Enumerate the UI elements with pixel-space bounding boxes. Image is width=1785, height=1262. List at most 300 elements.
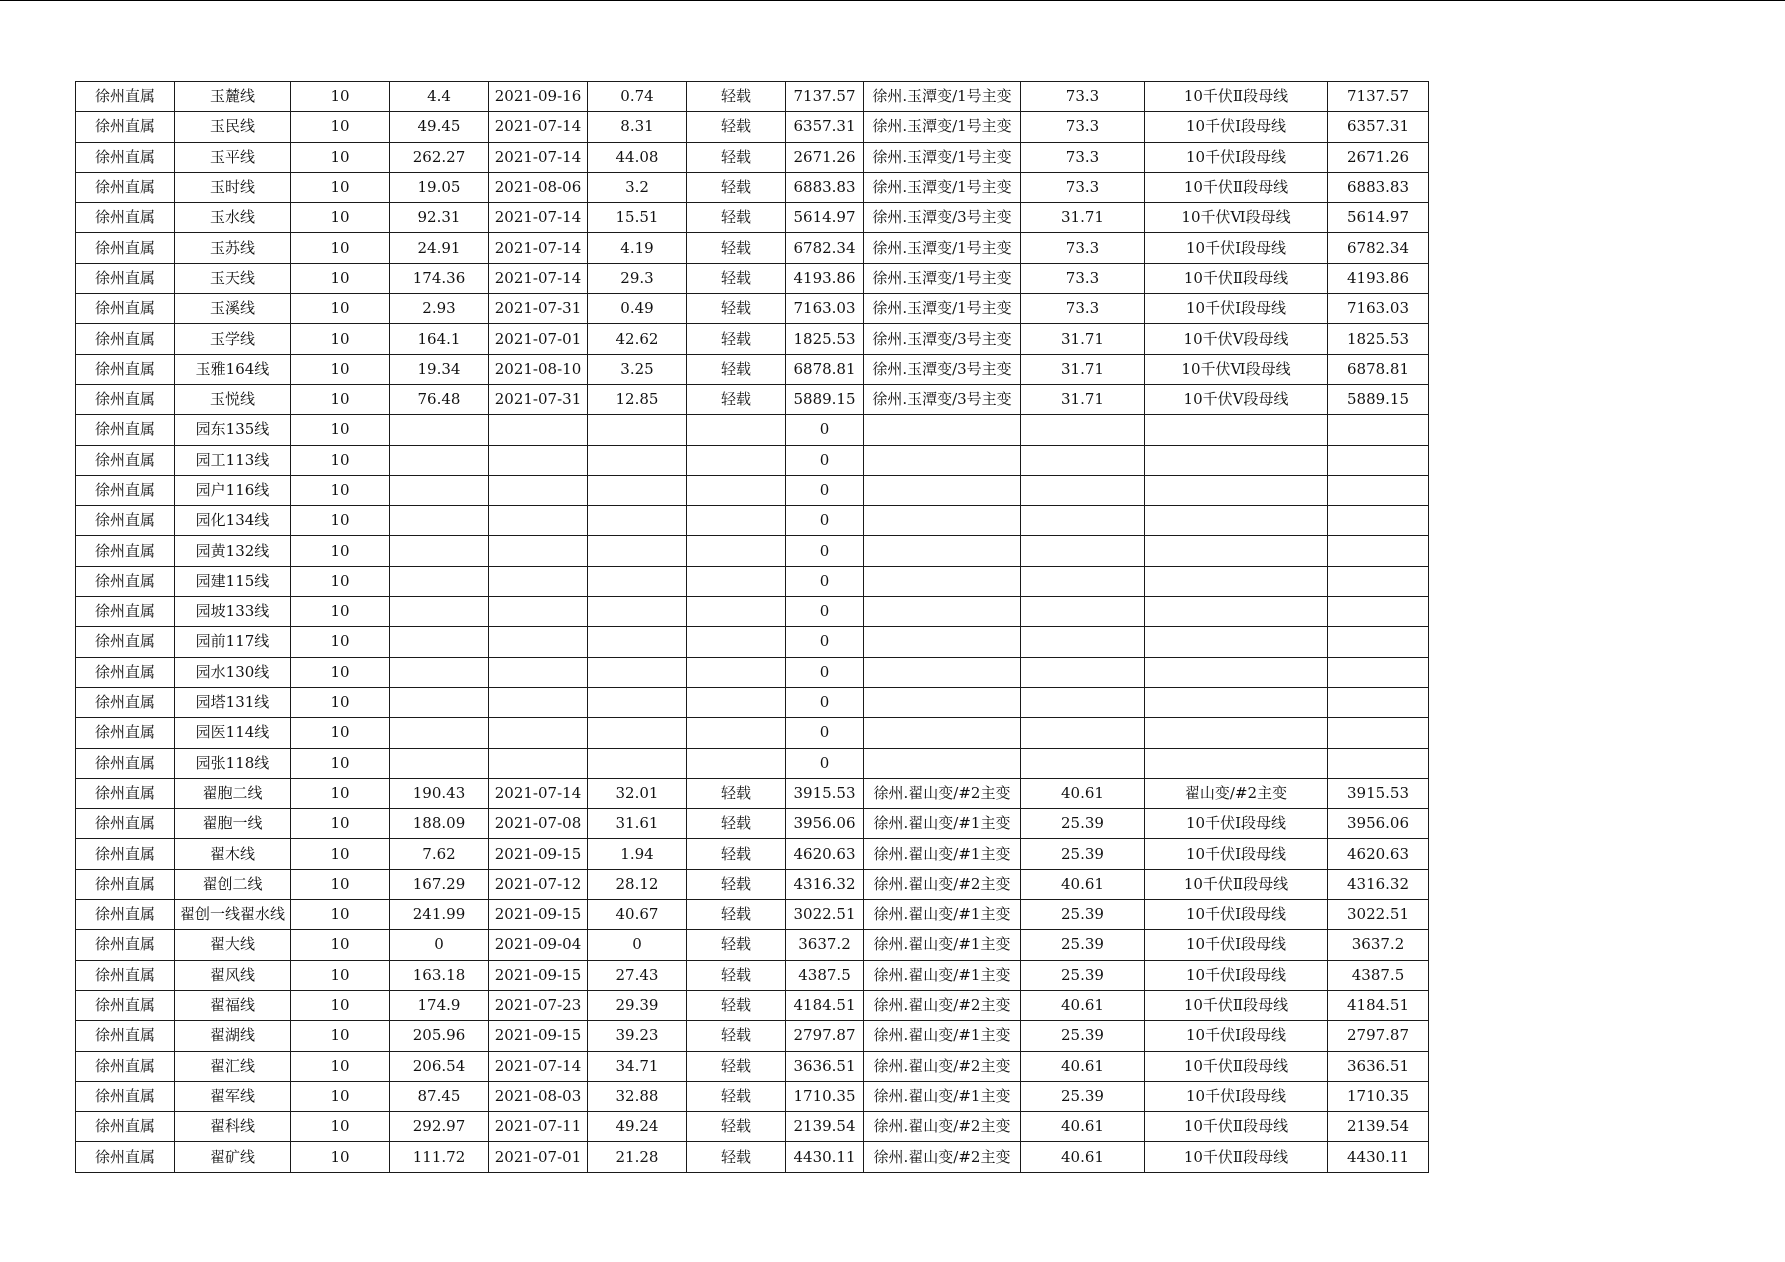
date-cell — [489, 597, 588, 627]
transformer-rate-cell: 31.71 — [1021, 384, 1145, 414]
busbar-cell: 10千伏Ⅰ段母线 — [1145, 809, 1328, 839]
transformer-rate-cell — [1021, 748, 1145, 778]
line-name-cell: 园东135线 — [175, 415, 291, 445]
load-status-cell: 轻载 — [687, 82, 786, 112]
load-rate-cell: 42.62 — [588, 324, 687, 354]
voltage-cell: 10 — [291, 233, 390, 263]
capacity-cell: 4387.5 — [786, 960, 864, 990]
transformer-cell: 徐州.玉潭变/1号主变 — [864, 82, 1021, 112]
busbar-cell: 10千伏Ⅱ段母线 — [1145, 1051, 1328, 1081]
date-cell: 2021-09-15 — [489, 960, 588, 990]
load-value-cell — [390, 657, 489, 687]
table-row — [76, 384, 1429, 414]
company-cell: 徐州直属 — [76, 900, 175, 930]
available-capacity-cell: 1710.35 — [1328, 1081, 1429, 1111]
available-capacity-cell — [1328, 687, 1429, 717]
load-status-cell: 轻载 — [687, 142, 786, 172]
busbar-cell — [1145, 718, 1328, 748]
load-rate-cell: 3.25 — [588, 354, 687, 384]
transformer-cell: 徐州.玉潭变/1号主变 — [864, 142, 1021, 172]
voltage-cell: 10 — [291, 1021, 390, 1051]
load-value-cell — [390, 506, 489, 536]
transformer-rate-cell: 25.39 — [1021, 809, 1145, 839]
transformer-rate-cell: 40.61 — [1021, 778, 1145, 808]
date-cell: 2021-09-15 — [489, 900, 588, 930]
load-value-cell: 111.72 — [390, 1142, 489, 1172]
busbar-cell: 10千伏Ⅰ段母线 — [1145, 142, 1328, 172]
transformer-rate-cell — [1021, 627, 1145, 657]
available-capacity-cell: 6883.83 — [1328, 172, 1429, 202]
voltage-cell: 10 — [291, 1081, 390, 1111]
feeder-load-table — [75, 81, 1429, 1173]
load-status-cell — [687, 536, 786, 566]
date-cell: 2021-09-15 — [489, 1021, 588, 1051]
transformer-rate-cell — [1021, 597, 1145, 627]
transformer-cell — [864, 475, 1021, 505]
load-value-cell — [390, 445, 489, 475]
load-status-cell: 轻载 — [687, 384, 786, 414]
date-cell: 2021-09-15 — [489, 839, 588, 869]
voltage-cell: 10 — [291, 294, 390, 324]
line-name-cell: 翟胞二线 — [175, 778, 291, 808]
busbar-cell: 10千伏Ⅱ段母线 — [1145, 82, 1328, 112]
busbar-cell — [1145, 445, 1328, 475]
table-row — [76, 263, 1429, 293]
transformer-rate-cell: 31.71 — [1021, 203, 1145, 233]
busbar-cell: 10千伏Ⅱ段母线 — [1145, 869, 1328, 899]
line-name-cell: 翟大线 — [175, 930, 291, 960]
load-status-cell: 轻载 — [687, 172, 786, 202]
transformer-rate-cell: 40.61 — [1021, 1112, 1145, 1142]
company-cell: 徐州直属 — [76, 203, 175, 233]
available-capacity-cell — [1328, 566, 1429, 596]
load-status-cell: 轻载 — [687, 233, 786, 263]
load-status-cell — [687, 657, 786, 687]
transformer-cell: 徐州.翟山变/#2主变 — [864, 1051, 1021, 1081]
load-rate-cell: 0 — [588, 930, 687, 960]
available-capacity-cell: 2139.54 — [1328, 1112, 1429, 1142]
capacity-cell: 4316.32 — [786, 869, 864, 899]
transformer-cell — [864, 627, 1021, 657]
load-rate-cell: 0.49 — [588, 294, 687, 324]
load-rate-cell: 29.39 — [588, 990, 687, 1020]
transformer-rate-cell — [1021, 445, 1145, 475]
load-value-cell: 49.45 — [390, 112, 489, 142]
available-capacity-cell — [1328, 657, 1429, 687]
load-value-cell — [390, 597, 489, 627]
table-row — [76, 324, 1429, 354]
line-name-cell: 翟湖线 — [175, 1021, 291, 1051]
table-row — [76, 869, 1429, 899]
voltage-cell: 10 — [291, 142, 390, 172]
capacity-cell: 2139.54 — [786, 1112, 864, 1142]
busbar-cell: 10千伏Ⅵ段母线 — [1145, 203, 1328, 233]
load-rate-cell: 31.61 — [588, 809, 687, 839]
company-cell: 徐州直属 — [76, 536, 175, 566]
available-capacity-cell: 3636.51 — [1328, 1051, 1429, 1081]
line-name-cell: 翟创一线翟水线 — [175, 900, 291, 930]
line-name-cell: 玉平线 — [175, 142, 291, 172]
load-status-cell: 轻载 — [687, 294, 786, 324]
transformer-cell — [864, 415, 1021, 445]
load-rate-cell — [588, 415, 687, 445]
line-name-cell: 园前117线 — [175, 627, 291, 657]
transformer-cell: 徐州.翟山变/#1主变 — [864, 1021, 1021, 1051]
line-name-cell: 玉苏线 — [175, 233, 291, 263]
company-cell: 徐州直属 — [76, 82, 175, 112]
transformer-cell: 徐州.玉潭变/1号主变 — [864, 263, 1021, 293]
company-cell: 徐州直属 — [76, 657, 175, 687]
busbar-cell: 10千伏Ⅱ段母线 — [1145, 172, 1328, 202]
available-capacity-cell: 6878.81 — [1328, 354, 1429, 384]
transformer-cell: 徐州.玉潭变/3号主变 — [864, 384, 1021, 414]
transformer-cell: 徐州.翟山变/#2主变 — [864, 1142, 1021, 1172]
voltage-cell: 10 — [291, 263, 390, 293]
transformer-cell: 徐州.玉潭变/3号主变 — [864, 203, 1021, 233]
line-name-cell: 园塔131线 — [175, 687, 291, 717]
line-name-cell: 翟风线 — [175, 960, 291, 990]
load-value-cell: 19.34 — [390, 354, 489, 384]
table-row — [76, 82, 1429, 112]
load-value-cell: 262.27 — [390, 142, 489, 172]
transformer-cell: 徐州.翟山变/#2主变 — [864, 1112, 1021, 1142]
load-rate-cell — [588, 566, 687, 596]
busbar-cell — [1145, 536, 1328, 566]
line-name-cell: 翟科线 — [175, 1112, 291, 1142]
capacity-cell: 7137.57 — [786, 82, 864, 112]
voltage-cell: 10 — [291, 627, 390, 657]
capacity-cell: 7163.03 — [786, 294, 864, 324]
date-cell: 2021-08-10 — [489, 354, 588, 384]
busbar-cell — [1145, 657, 1328, 687]
load-value-cell: 206.54 — [390, 1051, 489, 1081]
transformer-rate-cell: 73.3 — [1021, 142, 1145, 172]
line-name-cell: 园张118线 — [175, 748, 291, 778]
date-cell: 2021-07-14 — [489, 1051, 588, 1081]
available-capacity-cell: 4193.86 — [1328, 263, 1429, 293]
available-capacity-cell: 3915.53 — [1328, 778, 1429, 808]
table-row — [76, 536, 1429, 566]
busbar-cell: 10千伏Ⅱ段母线 — [1145, 1142, 1328, 1172]
line-name-cell: 园医114线 — [175, 718, 291, 748]
load-rate-cell: 32.01 — [588, 778, 687, 808]
table-row — [76, 900, 1429, 930]
voltage-cell: 10 — [291, 324, 390, 354]
line-name-cell: 园坡133线 — [175, 597, 291, 627]
date-cell: 2021-08-03 — [489, 1081, 588, 1111]
capacity-cell: 0 — [786, 415, 864, 445]
line-name-cell: 玉民线 — [175, 112, 291, 142]
transformer-cell: 徐州.翟山变/#1主变 — [864, 1081, 1021, 1111]
load-rate-cell: 32.88 — [588, 1081, 687, 1111]
transformer-cell: 徐州.翟山变/#1主变 — [864, 960, 1021, 990]
company-cell: 徐州直属 — [76, 324, 175, 354]
table-row — [76, 839, 1429, 869]
load-rate-cell: 27.43 — [588, 960, 687, 990]
transformer-rate-cell — [1021, 506, 1145, 536]
transformer-rate-cell: 25.39 — [1021, 1021, 1145, 1051]
company-cell: 徐州直属 — [76, 566, 175, 596]
capacity-cell: 1710.35 — [786, 1081, 864, 1111]
transformer-cell: 徐州.玉潭变/1号主变 — [864, 233, 1021, 263]
transformer-rate-cell: 25.39 — [1021, 900, 1145, 930]
transformer-cell — [864, 506, 1021, 536]
capacity-cell: 4430.11 — [786, 1142, 864, 1172]
load-status-cell: 轻载 — [687, 869, 786, 899]
date-cell: 2021-07-01 — [489, 1142, 588, 1172]
load-status-cell: 轻载 — [687, 839, 786, 869]
table-row — [76, 990, 1429, 1020]
voltage-cell: 10 — [291, 445, 390, 475]
transformer-rate-cell: 73.3 — [1021, 294, 1145, 324]
date-cell: 2021-07-14 — [489, 778, 588, 808]
load-value-cell: 190.43 — [390, 778, 489, 808]
transformer-rate-cell: 73.3 — [1021, 112, 1145, 142]
load-status-cell — [687, 627, 786, 657]
load-value-cell: 2.93 — [390, 294, 489, 324]
company-cell: 徐州直属 — [76, 869, 175, 899]
table-row — [76, 778, 1429, 808]
company-cell: 徐州直属 — [76, 960, 175, 990]
company-cell: 徐州直属 — [76, 445, 175, 475]
table-row — [76, 627, 1429, 657]
available-capacity-cell: 7137.57 — [1328, 82, 1429, 112]
company-cell: 徐州直属 — [76, 506, 175, 536]
transformer-rate-cell — [1021, 718, 1145, 748]
load-value-cell: 188.09 — [390, 809, 489, 839]
table-row — [76, 960, 1429, 990]
date-cell: 2021-07-12 — [489, 869, 588, 899]
line-name-cell: 园黄132线 — [175, 536, 291, 566]
capacity-cell: 6782.34 — [786, 233, 864, 263]
load-status-cell: 轻载 — [687, 1112, 786, 1142]
voltage-cell: 10 — [291, 1051, 390, 1081]
busbar-cell — [1145, 748, 1328, 778]
date-cell — [489, 445, 588, 475]
company-cell: 徐州直属 — [76, 809, 175, 839]
available-capacity-cell — [1328, 627, 1429, 657]
load-rate-cell — [588, 475, 687, 505]
line-name-cell: 玉溪线 — [175, 294, 291, 324]
line-name-cell: 园化134线 — [175, 506, 291, 536]
table-row — [76, 1021, 1429, 1051]
busbar-cell: 10千伏Ⅰ段母线 — [1145, 960, 1328, 990]
transformer-rate-cell: 31.71 — [1021, 354, 1145, 384]
table-row — [76, 506, 1429, 536]
load-value-cell: 19.05 — [390, 172, 489, 202]
load-status-cell: 轻载 — [687, 930, 786, 960]
load-value-cell — [390, 566, 489, 596]
capacity-cell: 0 — [786, 657, 864, 687]
line-name-cell: 翟矿线 — [175, 1142, 291, 1172]
busbar-cell: 10千伏Ⅰ段母线 — [1145, 839, 1328, 869]
table-row — [76, 203, 1429, 233]
load-value-cell: 163.18 — [390, 960, 489, 990]
transformer-rate-cell: 40.61 — [1021, 869, 1145, 899]
load-rate-cell — [588, 597, 687, 627]
voltage-cell: 10 — [291, 82, 390, 112]
voltage-cell: 10 — [291, 112, 390, 142]
company-cell: 徐州直属 — [76, 627, 175, 657]
company-cell: 徐州直属 — [76, 1021, 175, 1051]
company-cell: 徐州直属 — [76, 748, 175, 778]
available-capacity-cell: 3956.06 — [1328, 809, 1429, 839]
load-status-cell — [687, 566, 786, 596]
busbar-cell — [1145, 506, 1328, 536]
table-row — [76, 718, 1429, 748]
company-cell: 徐州直属 — [76, 384, 175, 414]
date-cell: 2021-07-14 — [489, 203, 588, 233]
load-status-cell: 轻载 — [687, 960, 786, 990]
capacity-cell: 3636.51 — [786, 1051, 864, 1081]
company-cell: 徐州直属 — [76, 687, 175, 717]
capacity-cell: 0 — [786, 536, 864, 566]
load-value-cell: 205.96 — [390, 1021, 489, 1051]
transformer-rate-cell — [1021, 687, 1145, 717]
load-status-cell — [687, 597, 786, 627]
load-status-cell: 轻载 — [687, 1051, 786, 1081]
transformer-cell — [864, 597, 1021, 627]
capacity-cell: 0 — [786, 506, 864, 536]
capacity-cell: 6878.81 — [786, 354, 864, 384]
table-row — [76, 294, 1429, 324]
transformer-rate-cell: 73.3 — [1021, 172, 1145, 202]
load-status-cell: 轻载 — [687, 900, 786, 930]
capacity-cell: 0 — [786, 718, 864, 748]
load-status-cell — [687, 506, 786, 536]
available-capacity-cell — [1328, 445, 1429, 475]
date-cell: 2021-07-14 — [489, 142, 588, 172]
load-value-cell: 24.91 — [390, 233, 489, 263]
line-name-cell: 翟创二线 — [175, 869, 291, 899]
company-cell: 徐州直属 — [76, 597, 175, 627]
transformer-rate-cell: 25.39 — [1021, 960, 1145, 990]
load-rate-cell — [588, 445, 687, 475]
transformer-rate-cell: 25.39 — [1021, 930, 1145, 960]
voltage-cell: 10 — [291, 536, 390, 566]
load-rate-cell: 44.08 — [588, 142, 687, 172]
load-status-cell — [687, 687, 786, 717]
capacity-cell: 2797.87 — [786, 1021, 864, 1051]
load-rate-cell: 40.67 — [588, 900, 687, 930]
transformer-cell: 徐州.翟山变/#1主变 — [864, 930, 1021, 960]
capacity-cell: 0 — [786, 687, 864, 717]
table-row — [76, 354, 1429, 384]
transformer-rate-cell: 40.61 — [1021, 990, 1145, 1020]
transformer-rate-cell: 40.61 — [1021, 1051, 1145, 1081]
line-name-cell: 翟胞一线 — [175, 809, 291, 839]
table-row — [76, 172, 1429, 202]
load-rate-cell: 49.24 — [588, 1112, 687, 1142]
line-name-cell: 玉雅164线 — [175, 354, 291, 384]
voltage-cell: 10 — [291, 354, 390, 384]
line-name-cell: 翟福线 — [175, 990, 291, 1020]
load-rate-cell: 12.85 — [588, 384, 687, 414]
load-rate-cell — [588, 627, 687, 657]
transformer-rate-cell: 40.61 — [1021, 1142, 1145, 1172]
voltage-cell: 10 — [291, 566, 390, 596]
available-capacity-cell: 7163.03 — [1328, 294, 1429, 324]
busbar-cell: 翟山变/#2主变 — [1145, 778, 1328, 808]
load-status-cell: 轻载 — [687, 1021, 786, 1051]
available-capacity-cell: 1825.53 — [1328, 324, 1429, 354]
available-capacity-cell — [1328, 415, 1429, 445]
transformer-cell — [864, 445, 1021, 475]
transformer-cell — [864, 687, 1021, 717]
table-row — [76, 597, 1429, 627]
company-cell: 徐州直属 — [76, 142, 175, 172]
voltage-cell: 10 — [291, 384, 390, 414]
line-name-cell: 园建115线 — [175, 566, 291, 596]
busbar-cell: 10千伏Ⅴ段母线 — [1145, 384, 1328, 414]
capacity-cell: 0 — [786, 597, 864, 627]
table-row — [76, 415, 1429, 445]
load-value-cell — [390, 475, 489, 505]
load-rate-cell — [588, 687, 687, 717]
company-cell: 徐州直属 — [76, 354, 175, 384]
capacity-cell: 4620.63 — [786, 839, 864, 869]
voltage-cell: 10 — [291, 990, 390, 1020]
load-status-cell: 轻载 — [687, 263, 786, 293]
load-value-cell: 76.48 — [390, 384, 489, 414]
date-cell: 2021-08-06 — [489, 172, 588, 202]
transformer-cell: 徐州.翟山变/#1主变 — [864, 809, 1021, 839]
company-cell: 徐州直属 — [76, 990, 175, 1020]
line-name-cell: 翟木线 — [175, 839, 291, 869]
date-cell — [489, 475, 588, 505]
transformer-rate-cell — [1021, 415, 1145, 445]
capacity-cell: 4184.51 — [786, 990, 864, 1020]
load-status-cell: 轻载 — [687, 203, 786, 233]
busbar-cell: 10千伏Ⅰ段母线 — [1145, 1021, 1328, 1051]
busbar-cell: 10千伏Ⅱ段母线 — [1145, 990, 1328, 1020]
available-capacity-cell: 4387.5 — [1328, 960, 1429, 990]
transformer-cell — [864, 718, 1021, 748]
busbar-cell — [1145, 415, 1328, 445]
load-value-cell: 4.4 — [390, 82, 489, 112]
voltage-cell: 10 — [291, 718, 390, 748]
transformer-rate-cell — [1021, 475, 1145, 505]
transformer-cell — [864, 748, 1021, 778]
date-cell: 2021-07-31 — [489, 294, 588, 324]
date-cell: 2021-09-16 — [489, 82, 588, 112]
load-status-cell: 轻载 — [687, 354, 786, 384]
date-cell — [489, 536, 588, 566]
load-rate-cell — [588, 536, 687, 566]
transformer-cell — [864, 657, 1021, 687]
load-value-cell: 292.97 — [390, 1112, 489, 1142]
capacity-cell: 0 — [786, 566, 864, 596]
busbar-cell: 10千伏Ⅰ段母线 — [1145, 900, 1328, 930]
transformer-cell: 徐州.翟山变/#2主变 — [864, 990, 1021, 1020]
table-row — [76, 1081, 1429, 1111]
date-cell: 2021-07-01 — [489, 324, 588, 354]
load-status-cell: 轻载 — [687, 990, 786, 1020]
load-status-cell: 轻载 — [687, 778, 786, 808]
busbar-cell: 10千伏Ⅰ段母线 — [1145, 112, 1328, 142]
available-capacity-cell: 4184.51 — [1328, 990, 1429, 1020]
busbar-cell: 10千伏Ⅰ段母线 — [1145, 930, 1328, 960]
busbar-cell — [1145, 597, 1328, 627]
voltage-cell: 10 — [291, 1142, 390, 1172]
available-capacity-cell: 5614.97 — [1328, 203, 1429, 233]
transformer-rate-cell: 25.39 — [1021, 839, 1145, 869]
line-name-cell: 玉悦线 — [175, 384, 291, 414]
load-rate-cell: 0.74 — [588, 82, 687, 112]
date-cell: 2021-07-08 — [489, 809, 588, 839]
transformer-rate-cell: 73.3 — [1021, 263, 1145, 293]
company-cell: 徐州直属 — [76, 1051, 175, 1081]
